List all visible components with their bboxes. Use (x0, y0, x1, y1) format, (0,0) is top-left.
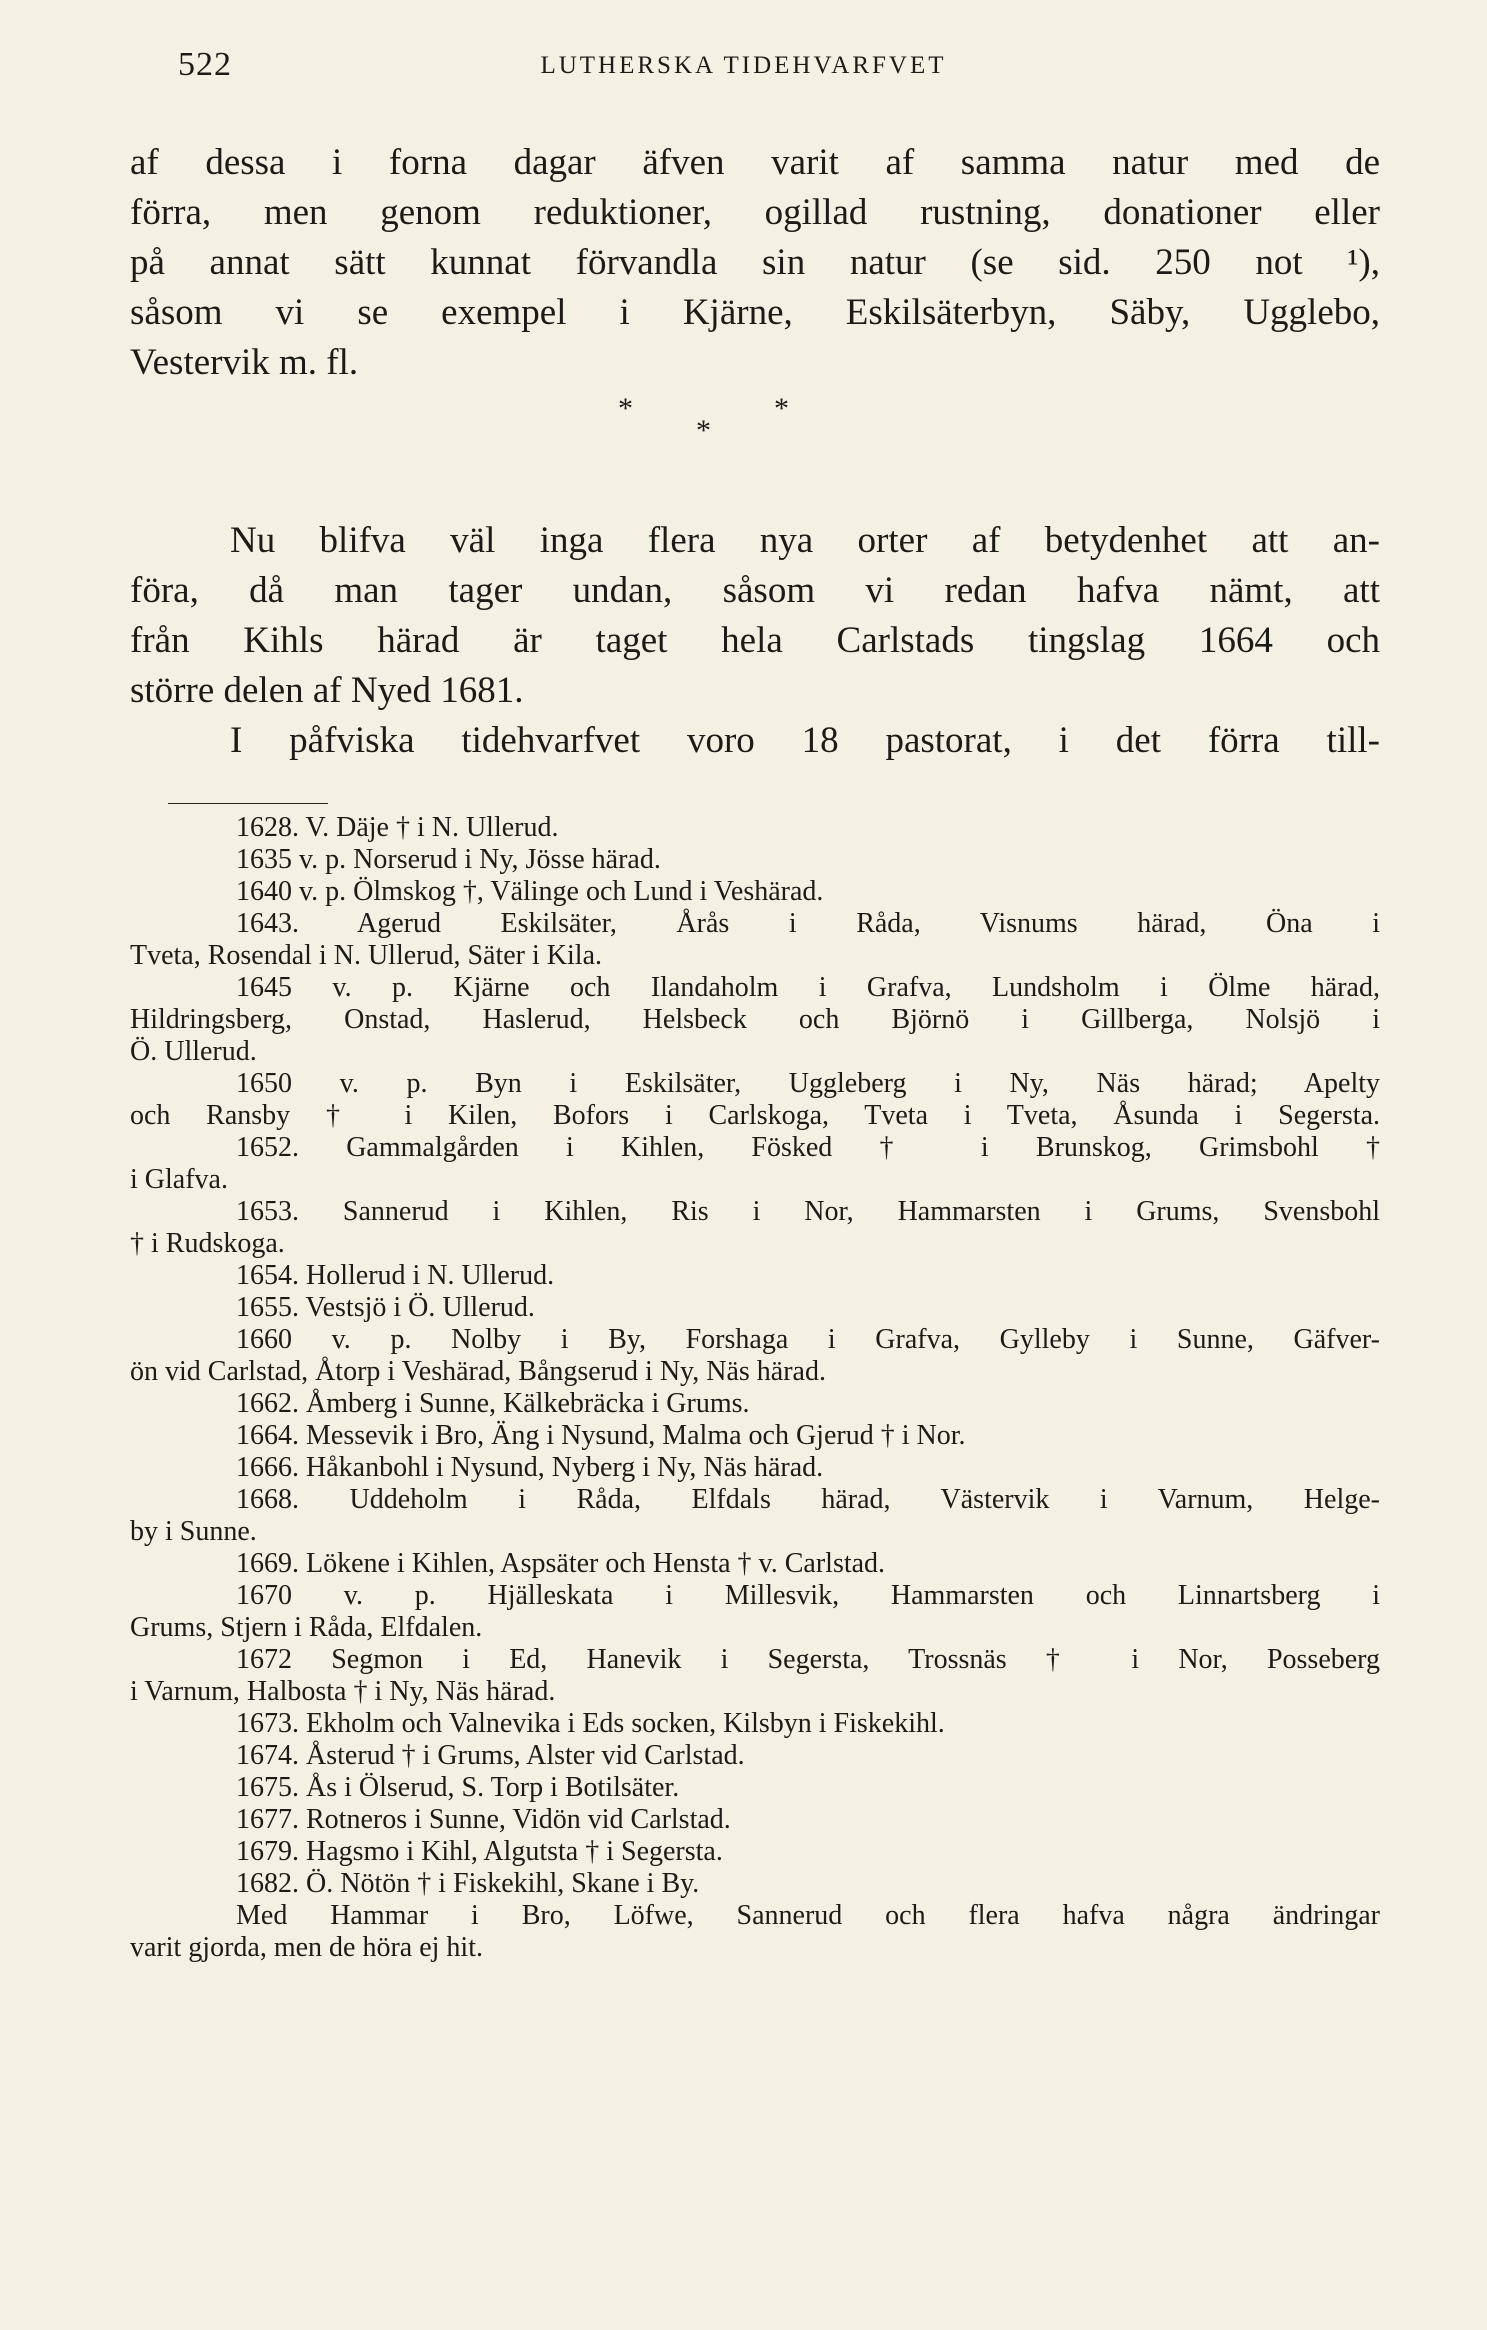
asterisk: * (696, 414, 711, 447)
footnote-line: 1677. Rotneros i Sunne, Vidön vid Carlstad. (236, 1804, 731, 1835)
footnote-line: i Glafva. (130, 1164, 228, 1195)
asterisk: * (618, 392, 633, 425)
footnote-line: 1645 v. p. Kjärne och Ilandaholm i Grafva, Lundsholm i Ölme härad, (236, 972, 1380, 1003)
footnote-line: 1652. Gammalgården i Kihlen, Fösked † i Brunskog, Grimsbohl † (236, 1132, 1380, 1163)
running-head: LUTHERSKA TIDEHVARFVET (540, 52, 947, 79)
footnote-line: Med Hammar i Bro, Löfwe, Sannerud och flera hafva några ändringar (236, 1900, 1380, 1931)
footnote-rule (168, 803, 328, 804)
paragraph-1 (130, 138, 1380, 388)
footnote-line: † i Rudskoga. (130, 1228, 285, 1259)
footnote-line: Hildringsberg, Onstad, Haslerud, Helsbeck och Björnö i Gillberga, Nolsjö i (130, 1004, 1380, 1035)
footnote-line: 1670 v. p. Hjälleskata i Millesvik, Hammarsten och Linnartsberg i (236, 1580, 1380, 1611)
footnote-line: 1655. Vestsjö i Ö. Ullerud. (236, 1292, 535, 1323)
footnote-line: 1673. Ekholm och Valnevika i Eds socken, Kilsbyn i Fiskekihl. (236, 1708, 945, 1739)
footnote-line: 1643. Agerud Eskilsäter, Årås i Råda, Visnums härad, Öna i (236, 908, 1380, 939)
footnote-line: 1682. Ö. Nötön † i Fiskekihl, Skane i By. (236, 1868, 700, 1899)
text-line: såsom vi se exempel i Kjärne, Eskilsäterbyn, Säby, Ugglebo, (130, 292, 1380, 333)
footnote-line: 1666. Håkanbohl i Nysund, Nyberg i Ny, Näs härad. (236, 1452, 824, 1483)
footnote-line: Grums, Stjern i Råda, Elfdalen. (130, 1612, 483, 1643)
footnote-line: ön vid Carlstad, Åtorp i Veshärad, Bångserud i Ny, Näs härad. (130, 1356, 826, 1387)
footnote-line: 1628. V. Däje † i N. Ullerud. (236, 812, 559, 843)
footnote-line: 1669. Lökene i Kihlen, Aspsäter och Hensta † v. Carlstad. (236, 1548, 886, 1579)
footnote-line: 1660 v. p. Nolby i By, Forshaga i Grafva, Gylleby i Sunne, Gäfver- (236, 1324, 1380, 1355)
text-line: I påfviska tidehvarfvet voro 18 pastorat, i det förra till- (230, 720, 1380, 761)
footnote-line: Ö. Ullerud. (130, 1036, 257, 1067)
text-line: föra, då man tager undan, såsom vi redan hafva nämt, att (130, 570, 1380, 611)
text-line: från Kihls härad är taget hela Carlstads tingslag 1664 och (130, 620, 1380, 661)
footnote-line: 1664. Messevik i Bro, Äng i Nysund, Malma och Gjerud † i Nor. (236, 1420, 966, 1451)
footnote-line: by i Sunne. (130, 1516, 257, 1547)
footnote-line: 1650 v. p. Byn i Eskilsäter, Uggleberg i Ny, Näs härad; Apelty (236, 1068, 1380, 1099)
footnote-line: 1668. Uddeholm i Råda, Elfdals härad, Västervik i Varnum, Helge- (236, 1484, 1380, 1515)
section-break-asterisks (600, 392, 900, 472)
text-line: af dessa i forna dagar äfven varit af samma natur med de (130, 142, 1380, 183)
page-number: 522 (178, 46, 232, 83)
footnote-line: 1635 v. p. Norserud i Ny, Jösse härad. (236, 844, 661, 875)
footnote-line: 1674. Åsterud † i Grums, Alster vid Carlstad. (236, 1740, 745, 1771)
footnote-line: 1672 Segmon i Ed, Hanevik i Segersta, Trossnäs † i Nor, Posseberg (236, 1644, 1380, 1675)
footnote-line: 1662. Åmberg i Sunne, Kälkebräcka i Grums. (236, 1388, 750, 1419)
footnote-line: varit gjorda, men de höra ej hit. (130, 1932, 483, 1963)
footnote-line: 1640 v. p. Ölmskog †, Välinge och Lund i Veshärad. (236, 876, 824, 907)
text-line: på annat sätt kunnat förvandla sin natur (se sid. 250 not ¹), (130, 242, 1380, 283)
footnote-line: 1654. Hollerud i N. Ullerud. (236, 1260, 555, 1291)
footnote-line: Tveta, Rosendal i N. Ullerud, Säter i Kila. (130, 940, 602, 971)
footnote-line: 1675. Ås i Ölserud, S. Torp i Botilsäter. (236, 1772, 680, 1803)
footnote-line: i Varnum, Halbosta † i Ny, Näs härad. (130, 1676, 556, 1707)
footnote-line: och Ransby † i Kilen, Bofors i Carlskoga, Tveta i Tveta, Åsunda i Segersta. (130, 1100, 1380, 1131)
paragraph-2 (130, 516, 1380, 766)
asterisk: * (774, 392, 789, 425)
text-line: Vestervik m. fl. (130, 342, 359, 383)
text-line: Nu blifva väl inga flera nya orter af betydenhet att an- (230, 520, 1380, 561)
footnote-line: 1679. Hagsmo i Kihl, Algutsta † i Segersta. (236, 1836, 723, 1867)
footnotes (130, 812, 1380, 1964)
text-line: större delen af Nyed 1681. (130, 670, 524, 711)
text-line: förra, men genom reduktioner, ogillad rustning, donationer eller (130, 192, 1380, 233)
footnote-line: 1653. Sannerud i Kihlen, Ris i Nor, Hammarsten i Grums, Svensbohl (236, 1196, 1380, 1227)
